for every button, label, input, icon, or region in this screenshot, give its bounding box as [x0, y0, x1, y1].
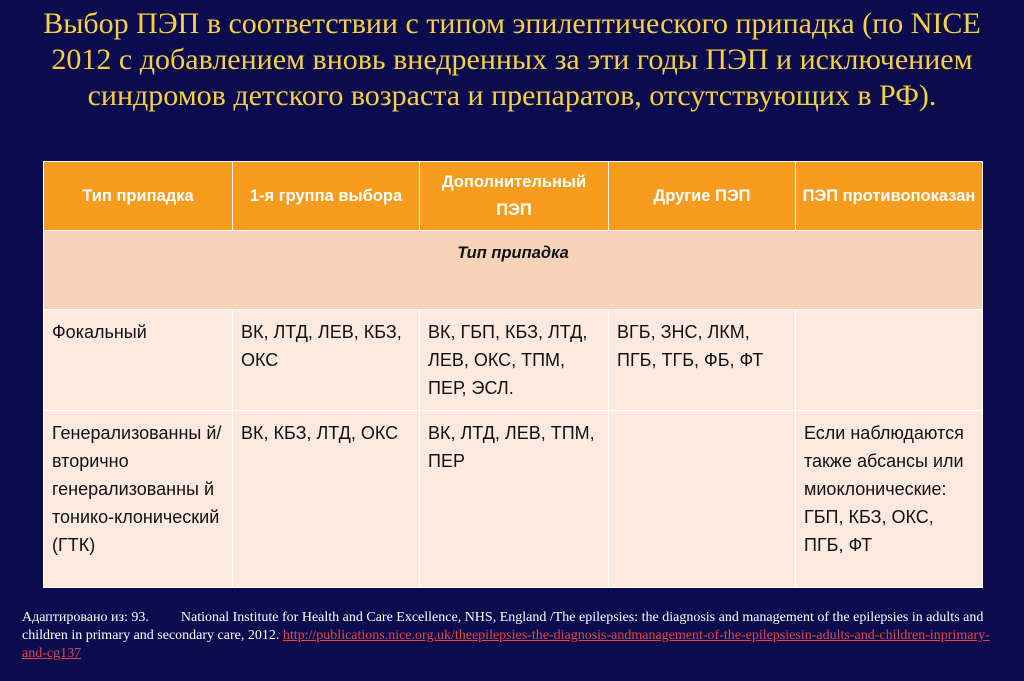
cell-contra: Если наблюдаются также абсансы или миоклонические: ГБП, КБЗ, ОКС, ПГБ, ФТ [796, 411, 983, 588]
table-row [44, 310, 983, 411]
source-link[interactable]: http://publications.nice.org.uk/theepilepsies-the-diagnosis-andmanagement-of-the-epilepsiesin-adults-and-children-inprimary-and-cg137 [22, 628, 990, 661]
cell-other [609, 411, 796, 588]
source-footnote [22, 609, 1012, 663]
header-other: Другие ПЭП [609, 162, 796, 231]
section-label: Тип припадка [44, 231, 983, 310]
table-header-row [44, 162, 983, 231]
footnote-prefix: Адаптировано из: 93. [22, 610, 149, 625]
cell-additional: ВК, ЛТД, ЛЕВ, ТПМ, ПЕР [420, 411, 609, 588]
cell-first: ВК, ЛТД, ЛЕВ, КБЗ, ОКС [233, 310, 420, 411]
header-seizure-type: Тип припадка [44, 162, 233, 231]
header-contraindicated: ПЭП противопоказан [796, 162, 983, 231]
cell-first: ВК, КБЗ, ЛТД, ОКС [233, 411, 420, 588]
cell-type: Генерализованны й/вторично генерализованны й тонико-клонический (ГТК) [44, 411, 233, 588]
cell-contra [796, 310, 983, 411]
cell-other: ВГБ, ЗНС, ЛКМ, ПГБ, ТГБ, ФБ, ФТ [609, 310, 796, 411]
slide-title: Выбор ПЭП в соответствии с типом эпилептического припадка (по NICE 2012 с добавлением вновь внедренных за эти годы ПЭП и исключением синдромов детского возраста и препаратов, отсутствующих в РФ). [43, 7, 981, 112]
section-row [44, 231, 983, 310]
cell-type: Фокальный [44, 310, 233, 411]
drug-selection-table [43, 161, 983, 588]
cell-additional: ВК, ГБП, КБЗ, ЛТД, ЛЕВ, ОКС, ТПМ, ПЕР, ЭСЛ. [420, 310, 609, 411]
footnote-text: National Institute for Health and Care Excellence, NHS, England /The epilepsies: the diagnosis and management of the epilepsies in adults and children in primary and secondary care, 2012. [22, 610, 984, 643]
header-additional: Дополнительный ПЭП [420, 162, 609, 231]
header-first-choice: 1-я группа выбора [233, 162, 420, 231]
table-row [44, 411, 983, 588]
